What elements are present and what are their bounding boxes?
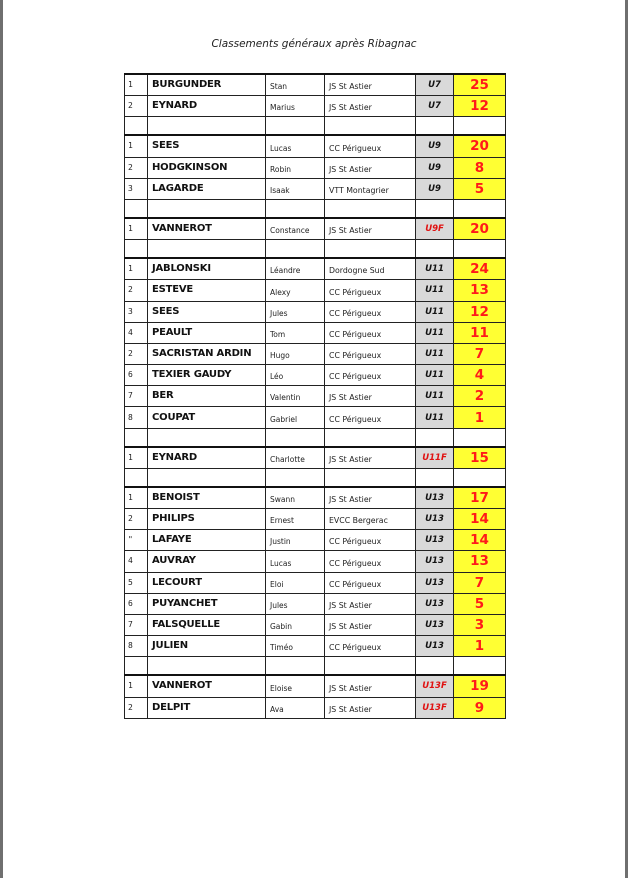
ranking-row (125, 614, 506, 635)
first-name-cell: Justin (266, 530, 325, 551)
first-name-cell: Gabriel (266, 407, 325, 428)
empty-cell (454, 428, 506, 447)
category-cell: U13 (416, 551, 454, 572)
ranking-row (125, 135, 506, 157)
empty-cell (416, 117, 454, 136)
rank-cell: 5 (125, 572, 148, 593)
category-cell: U9 (416, 157, 454, 178)
category-cell: U9 (416, 135, 454, 157)
rank-cell: 1 (125, 74, 148, 96)
last-name-cell: SEES (148, 135, 266, 157)
last-name-cell: PEAULT (148, 322, 266, 343)
club-cell: CC Périgueux (325, 135, 416, 157)
points-cell: 11 (454, 322, 506, 343)
points-cell: 12 (454, 96, 506, 117)
points-cell: 13 (454, 280, 506, 301)
first-name-cell: Charlotte (266, 447, 325, 469)
last-name-cell: EYNARD (148, 96, 266, 117)
category-cell: U11 (416, 280, 454, 301)
club-cell: JS St Astier (325, 487, 416, 509)
club-cell: CC Périgueux (325, 365, 416, 386)
rank-cell: 4 (125, 551, 148, 572)
category-cell: U7 (416, 96, 454, 117)
ranking-row (125, 218, 506, 240)
first-name-cell: Léandre (266, 258, 325, 280)
first-name-cell: Swann (266, 487, 325, 509)
club-cell: CC Périgueux (325, 530, 416, 551)
category-cell: U13 (416, 614, 454, 635)
ranking-row (125, 593, 506, 614)
category-cell: U11 (416, 322, 454, 343)
empty-cell (416, 468, 454, 487)
ranking-row (125, 407, 506, 428)
first-name-cell: Robin (266, 157, 325, 178)
rank-cell: 3 (125, 301, 148, 322)
category-cell: U11 (416, 258, 454, 280)
ranking-row (125, 74, 506, 96)
separator-row (125, 240, 506, 259)
separator-row (125, 468, 506, 487)
ranking-row (125, 96, 506, 117)
first-name-cell: Eloise (266, 675, 325, 697)
empty-cell (148, 428, 266, 447)
empty-cell (148, 468, 266, 487)
last-name-cell: BURGUNDER (148, 74, 266, 96)
first-name-cell: Ernest (266, 509, 325, 530)
first-name-cell: Ava (266, 697, 325, 718)
club-cell: CC Périgueux (325, 343, 416, 364)
first-name-cell: Marius (266, 96, 325, 117)
category-cell: U11F (416, 447, 454, 469)
category-cell: U11 (416, 386, 454, 407)
first-name-cell: Stan (266, 74, 325, 96)
points-cell: 20 (454, 135, 506, 157)
empty-cell (125, 468, 148, 487)
points-cell: 8 (454, 157, 506, 178)
last-name-cell: TEXIER GAUDY (148, 365, 266, 386)
empty-cell (454, 657, 506, 676)
club-cell: CC Périgueux (325, 407, 416, 428)
points-cell: 7 (454, 572, 506, 593)
empty-cell (416, 199, 454, 218)
points-cell: 19 (454, 675, 506, 697)
club-cell: JS St Astier (325, 218, 416, 240)
last-name-cell: LAGARDE (148, 178, 266, 199)
ranking-row (125, 636, 506, 657)
first-name-cell: Lucas (266, 135, 325, 157)
points-cell: 4 (454, 365, 506, 386)
first-name-cell: Léo (266, 365, 325, 386)
category-cell: U9F (416, 218, 454, 240)
ranking-row (125, 551, 506, 572)
category-cell: U13 (416, 530, 454, 551)
first-name-cell: Valentin (266, 386, 325, 407)
empty-cell (266, 199, 325, 218)
ranking-row (125, 178, 506, 199)
empty-cell (148, 117, 266, 136)
category-cell: U13 (416, 487, 454, 509)
empty-cell (148, 240, 266, 259)
first-name-cell: Jules (266, 593, 325, 614)
empty-cell (454, 468, 506, 487)
rank-cell: 7 (125, 614, 148, 635)
first-name-cell: Timéo (266, 636, 325, 657)
last-name-cell: COUPAT (148, 407, 266, 428)
first-name-cell: Constance (266, 218, 325, 240)
points-cell: 1 (454, 407, 506, 428)
club-cell: CC Périgueux (325, 301, 416, 322)
club-cell: JS St Astier (325, 74, 416, 96)
empty-cell (125, 117, 148, 136)
ranking-row (125, 301, 506, 322)
category-cell: U11 (416, 407, 454, 428)
club-cell: JS St Astier (325, 697, 416, 718)
club-cell: JS St Astier (325, 386, 416, 407)
ranking-row (125, 572, 506, 593)
last-name-cell: BENOIST (148, 487, 266, 509)
rank-cell: 4 (125, 322, 148, 343)
first-name-cell: Isaak (266, 178, 325, 199)
category-cell: U11 (416, 343, 454, 364)
ranking-table (124, 73, 506, 719)
points-cell: 14 (454, 530, 506, 551)
empty-cell (325, 468, 416, 487)
page-title: Classements généraux après Ribagnac (211, 38, 417, 50)
first-name-cell: Hugo (266, 343, 325, 364)
empty-cell (454, 117, 506, 136)
last-name-cell: EYNARD (148, 447, 266, 469)
first-name-cell: Gabin (266, 614, 325, 635)
rank-cell: 1 (125, 487, 148, 509)
rank-cell: " (125, 530, 148, 551)
separator-row (125, 657, 506, 676)
category-cell: U13 (416, 636, 454, 657)
last-name-cell: FALSQUELLE (148, 614, 266, 635)
rank-cell: 2 (125, 157, 148, 178)
club-cell: VTT Montagrier (325, 178, 416, 199)
club-cell: JS St Astier (325, 593, 416, 614)
club-cell: Dordogne Sud (325, 258, 416, 280)
club-cell: EVCC Bergerac (325, 509, 416, 530)
empty-cell (416, 657, 454, 676)
ranking-row (125, 487, 506, 509)
category-cell: U9 (416, 178, 454, 199)
points-cell: 9 (454, 697, 506, 718)
empty-cell (266, 428, 325, 447)
category-cell: U11 (416, 301, 454, 322)
club-cell: JS St Astier (325, 157, 416, 178)
club-cell: CC Périgueux (325, 636, 416, 657)
first-name-cell: Lucas (266, 551, 325, 572)
last-name-cell: AUVRAY (148, 551, 266, 572)
first-name-cell: Tom (266, 322, 325, 343)
points-cell: 25 (454, 74, 506, 96)
empty-cell (266, 240, 325, 259)
points-cell: 24 (454, 258, 506, 280)
first-name-cell: Jules (266, 301, 325, 322)
rank-cell: 1 (125, 675, 148, 697)
rank-cell: 6 (125, 365, 148, 386)
last-name-cell: JABLONSKI (148, 258, 266, 280)
first-name-cell: Eloi (266, 572, 325, 593)
separator-row (125, 117, 506, 136)
separator-row (125, 199, 506, 218)
empty-cell (125, 199, 148, 218)
empty-cell (454, 199, 506, 218)
empty-cell (125, 657, 148, 676)
last-name-cell: JULIEN (148, 636, 266, 657)
rank-cell: 2 (125, 96, 148, 117)
club-cell: JS St Astier (325, 675, 416, 697)
empty-cell (325, 657, 416, 676)
club-cell: CC Périgueux (325, 551, 416, 572)
rank-cell: 1 (125, 135, 148, 157)
rank-cell: 8 (125, 636, 148, 657)
points-cell: 14 (454, 509, 506, 530)
club-cell: JS St Astier (325, 96, 416, 117)
empty-cell (266, 117, 325, 136)
rank-cell: 8 (125, 407, 148, 428)
club-cell: CC Périgueux (325, 572, 416, 593)
empty-cell (266, 657, 325, 676)
empty-cell (148, 199, 266, 218)
points-cell: 12 (454, 301, 506, 322)
separator-row (125, 428, 506, 447)
last-name-cell: LAFAYE (148, 530, 266, 551)
last-name-cell: PHILIPS (148, 509, 266, 530)
ranking-row (125, 365, 506, 386)
rank-cell: 2 (125, 280, 148, 301)
ranking-row (125, 343, 506, 364)
last-name-cell: SACRISTAN ARDIN (148, 343, 266, 364)
points-cell: 15 (454, 447, 506, 469)
category-cell: U13 (416, 593, 454, 614)
empty-cell (125, 240, 148, 259)
category-cell: U13F (416, 675, 454, 697)
last-name-cell: BER (148, 386, 266, 407)
empty-cell (325, 199, 416, 218)
rank-cell: 7 (125, 386, 148, 407)
last-name-cell: SEES (148, 301, 266, 322)
empty-cell (325, 428, 416, 447)
ranking-row (125, 258, 506, 280)
rank-cell: 1 (125, 258, 148, 280)
last-name-cell: DELPIT (148, 697, 266, 718)
ranking-row (125, 322, 506, 343)
ranking-row (125, 697, 506, 718)
last-name-cell: VANNEROT (148, 675, 266, 697)
last-name-cell: HODGKINSON (148, 157, 266, 178)
last-name-cell: LECOURT (148, 572, 266, 593)
rank-cell: 6 (125, 593, 148, 614)
empty-cell (454, 240, 506, 259)
points-cell: 5 (454, 178, 506, 199)
points-cell: 13 (454, 551, 506, 572)
category-cell: U7 (416, 74, 454, 96)
ranking-row (125, 157, 506, 178)
ranking-row (125, 675, 506, 697)
empty-cell (148, 657, 266, 676)
club-cell: JS St Astier (325, 614, 416, 635)
club-cell: CC Périgueux (325, 322, 416, 343)
rank-cell: 2 (125, 343, 148, 364)
category-cell: U11 (416, 365, 454, 386)
first-name-cell: Alexy (266, 280, 325, 301)
points-cell: 3 (454, 614, 506, 635)
club-cell: JS St Astier (325, 447, 416, 469)
last-name-cell: PUYANCHET (148, 593, 266, 614)
last-name-cell: ESTEVE (148, 280, 266, 301)
ranking-row (125, 280, 506, 301)
points-cell: 5 (454, 593, 506, 614)
points-cell: 1 (454, 636, 506, 657)
points-cell: 20 (454, 218, 506, 240)
empty-cell (416, 428, 454, 447)
points-cell: 2 (454, 386, 506, 407)
category-cell: U13 (416, 572, 454, 593)
category-cell: U13F (416, 697, 454, 718)
rank-cell: 1 (125, 218, 148, 240)
rank-cell: 1 (125, 447, 148, 469)
points-cell: 7 (454, 343, 506, 364)
empty-cell (125, 428, 148, 447)
ranking-row (125, 447, 506, 469)
rank-cell: 2 (125, 697, 148, 718)
points-cell: 17 (454, 487, 506, 509)
rank-cell: 3 (125, 178, 148, 199)
empty-cell (325, 117, 416, 136)
empty-cell (325, 240, 416, 259)
ranking-row (125, 530, 506, 551)
ranking-body (125, 74, 506, 718)
empty-cell (266, 468, 325, 487)
club-cell: CC Périgueux (325, 280, 416, 301)
empty-cell (416, 240, 454, 259)
ranking-row (125, 509, 506, 530)
last-name-cell: VANNEROT (148, 218, 266, 240)
ranking-row (125, 386, 506, 407)
category-cell: U13 (416, 509, 454, 530)
rank-cell: 2 (125, 509, 148, 530)
